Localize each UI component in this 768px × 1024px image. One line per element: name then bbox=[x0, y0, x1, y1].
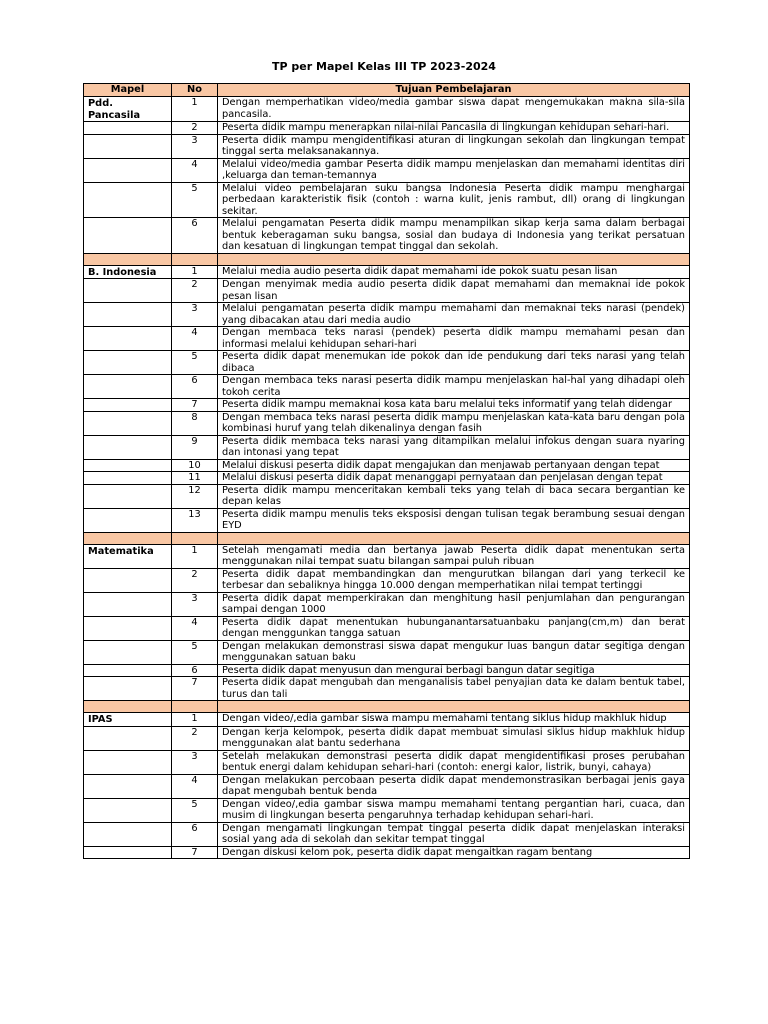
tujuan-cell: Melalui media audio peserta didik dapat memahami ide pokok suatu pesan lisan bbox=[218, 265, 690, 279]
tujuan-cell: Melalui diskusi peserta didik dapat mengajukan dan menjawab pertanyaan dengan tepat bbox=[218, 459, 690, 472]
table-row bbox=[84, 544, 690, 568]
header-mapel: Mapel bbox=[84, 84, 172, 97]
table-row bbox=[84, 640, 690, 664]
table-header-row bbox=[84, 84, 690, 97]
no-cell: 7 bbox=[172, 846, 218, 859]
tujuan-cell: Peserta didik mampu menulis teks eksposisi dengan tulisan tegak berambung sesuai dengan EYD bbox=[218, 508, 690, 532]
no-cell: 5 bbox=[172, 798, 218, 822]
document-title: TP per Mapel Kelas III TP 2023-2024 bbox=[272, 60, 496, 73]
no-cell: 2 bbox=[172, 279, 218, 303]
no-cell: 4 bbox=[172, 327, 218, 351]
tujuan-cell: Dengan memperhatikan video/media gambar siswa dapat mengemukakan makna sila-sila pancasila. bbox=[218, 97, 690, 122]
no-cell: 2 bbox=[172, 122, 218, 135]
tujuan-cell: Peserta didik dapat memperkirakan dan menghitung hasil penjumlahan dan pengurangan sampai dengan 1000 bbox=[218, 592, 690, 616]
mapel-cell bbox=[84, 351, 172, 375]
no-cell: 6 bbox=[172, 664, 218, 677]
no-cell: 4 bbox=[172, 774, 218, 798]
mapel-cell bbox=[84, 568, 172, 592]
no-cell: 8 bbox=[172, 411, 218, 435]
tujuan-cell: Melalui pengamatan Peserta didik mampu menampilkan sikap kerja sama dalam berbagai bentuk keberagaman suku bangsa, sosial dan budaya di Indonesia yang terikat persatuan dan kesatuan di lingkungan tempat tinggal dan sekolah. bbox=[218, 218, 690, 254]
table-row bbox=[84, 182, 690, 218]
mapel-cell bbox=[84, 303, 172, 327]
tp-table bbox=[83, 83, 690, 859]
tujuan-cell: Peserta didik mampu mengidentifikasi aturan di lingkungan sekolah dan lingkungan tempat tinggal serta melaksanakannya. bbox=[218, 134, 690, 158]
no-cell: 6 bbox=[172, 375, 218, 399]
mapel-cell bbox=[84, 158, 172, 182]
table-row bbox=[84, 798, 690, 822]
mapel-cell bbox=[84, 218, 172, 254]
tujuan-cell: Melalui video/media gambar Peserta didik mampu menjelaskan dan memahami identitas diri ,keluarga dan teman-temannya bbox=[218, 158, 690, 182]
table-row bbox=[84, 375, 690, 399]
no-cell: 6 bbox=[172, 822, 218, 846]
no-cell: 5 bbox=[172, 640, 218, 664]
no-cell: 3 bbox=[172, 134, 218, 158]
mapel-cell bbox=[84, 664, 172, 677]
tujuan-cell: Setelah melakukan demonstrasi peserta didik dapat mengidentifikasi proses perubahan bentuk energi dalam kehidupan sehari-hari (contoh: energi kalor, listrik, bunyi, cahaya) bbox=[218, 750, 690, 774]
table-row bbox=[84, 399, 690, 412]
tujuan-cell: Dengan membaca teks narasi peserta didik mampu menjelaskan kata-kata baru dengan pola kombinasi huruf yang telah dikenalinya dengan fasih bbox=[218, 411, 690, 435]
mapel-cell bbox=[84, 592, 172, 616]
separator-cell bbox=[218, 253, 690, 265]
table-row bbox=[84, 97, 690, 122]
separator-cell bbox=[218, 532, 690, 544]
no-cell: 1 bbox=[172, 544, 218, 568]
mapel-cell: Matematika bbox=[84, 544, 172, 568]
table-row bbox=[84, 351, 690, 375]
no-cell: 6 bbox=[172, 218, 218, 254]
mapel-cell bbox=[84, 798, 172, 822]
table-row bbox=[84, 484, 690, 508]
table-row bbox=[84, 459, 690, 472]
table-row bbox=[84, 158, 690, 182]
table-row bbox=[84, 568, 690, 592]
no-cell: 3 bbox=[172, 303, 218, 327]
mapel-cell bbox=[84, 375, 172, 399]
no-cell: 10 bbox=[172, 459, 218, 472]
tujuan-cell: Dengan mengamati lingkungan tempat tinggal peserta didik dapat menjelaskan interaksi sosial yang ada di sekolah dan sekitar tempat tinggal bbox=[218, 822, 690, 846]
tujuan-cell: Peserta didik membaca teks narasi yang ditampilkan melalui infokus dengan suara nyaring dan intonasi yang tepat bbox=[218, 435, 690, 459]
table-row bbox=[84, 435, 690, 459]
mapel-cell bbox=[84, 726, 172, 750]
tujuan-cell: Setelah mengamati media dan bertanya jawab Peserta didik dapat menentukan serta menggunakan nilai tempat suatu bilangan sampai puluh ribuan bbox=[218, 544, 690, 568]
mapel-cell bbox=[84, 508, 172, 532]
mapel-cell bbox=[84, 279, 172, 303]
table-row bbox=[84, 303, 690, 327]
table-row bbox=[84, 134, 690, 158]
mapel-cell bbox=[84, 846, 172, 859]
tujuan-cell: Peserta didik mampu menerapkan nilai-nilai Pancasila di lingkungan kehidupan sehari-hari. bbox=[218, 122, 690, 135]
mapel-cell bbox=[84, 774, 172, 798]
table-row bbox=[84, 726, 690, 750]
mapel-cell bbox=[84, 134, 172, 158]
header-no: No bbox=[172, 84, 218, 97]
separator-cell bbox=[172, 253, 218, 265]
section-separator-row bbox=[84, 253, 690, 265]
tujuan-cell: Peserta didik dapat menyusun dan mengurai berbagi bangun datar segitiga bbox=[218, 664, 690, 677]
table-row bbox=[84, 592, 690, 616]
tujuan-cell: Dengan diskusi kelom pok, peserta didik dapat mengaitkan ragam bentang bbox=[218, 846, 690, 859]
no-cell: 4 bbox=[172, 158, 218, 182]
table-row bbox=[84, 265, 690, 279]
no-cell: 2 bbox=[172, 568, 218, 592]
table-row bbox=[84, 677, 690, 701]
separator-cell bbox=[172, 701, 218, 713]
separator-cell bbox=[172, 532, 218, 544]
table-row bbox=[84, 122, 690, 135]
no-cell: 1 bbox=[172, 97, 218, 122]
table-row bbox=[84, 750, 690, 774]
no-cell: 2 bbox=[172, 726, 218, 750]
mapel-cell bbox=[84, 411, 172, 435]
section-separator-row bbox=[84, 532, 690, 544]
mapel-cell bbox=[84, 616, 172, 640]
no-cell: 1 bbox=[172, 265, 218, 279]
mapel-cell bbox=[84, 122, 172, 135]
table-row bbox=[84, 822, 690, 846]
no-cell: 12 bbox=[172, 484, 218, 508]
mapel-cell bbox=[84, 399, 172, 412]
tujuan-cell: Dengan melakukan percobaan peserta didik dapat mendemonstrasikan berbagai jenis gaya dapat mengubah bentuk benda bbox=[218, 774, 690, 798]
table-body bbox=[84, 97, 690, 859]
table-row bbox=[84, 327, 690, 351]
mapel-cell: IPAS bbox=[84, 713, 172, 727]
mapel-cell bbox=[84, 327, 172, 351]
mapel-cell bbox=[84, 472, 172, 485]
no-cell: 1 bbox=[172, 713, 218, 727]
table-row bbox=[84, 411, 690, 435]
mapel-cell bbox=[84, 640, 172, 664]
mapel-cell bbox=[84, 677, 172, 701]
tujuan-cell: Peserta didik mampu memaknai kosa kata baru melalui teks informatif yang telah didengar bbox=[218, 399, 690, 412]
table-row bbox=[84, 279, 690, 303]
tujuan-cell: Dengan menyimak media audio peserta didik dapat memahami dan memaknai ide pokok pesan lisan bbox=[218, 279, 690, 303]
table-row bbox=[84, 846, 690, 859]
tujuan-cell: Dengan membaca teks narasi (pendek) peserta didik mampu memahami pesan dan informasi melalui kehidupan sehari-hari bbox=[218, 327, 690, 351]
mapel-cell bbox=[84, 484, 172, 508]
table-row bbox=[84, 508, 690, 532]
tujuan-cell: Dengan membaca teks narasi peserta didik mampu menjelaskan hal-hal yang dihadapi oleh tokoh cerita bbox=[218, 375, 690, 399]
tujuan-cell: Melalui pengamatan peserta didik mampu memahami dan memaknai teks narasi (pendek) yang dibacakan atau dari media audio bbox=[218, 303, 690, 327]
separator-cell bbox=[218, 701, 690, 713]
table-row bbox=[84, 774, 690, 798]
section-separator-row bbox=[84, 701, 690, 713]
mapel-cell bbox=[84, 182, 172, 218]
tujuan-cell: Dengan video/,edia gambar siswa mampu memahami tentang siklus hidup makhluk hidup bbox=[218, 713, 690, 727]
tujuan-cell: Dengan melakukan demonstrasi siswa dapat mengukur luas bangun datar segitiga dengan menggunakan satuan baku bbox=[218, 640, 690, 664]
table-row bbox=[84, 664, 690, 677]
tujuan-cell: Peserta didik dapat mengubah dan menganalisis tabel penyajian data ke dalam bentuk tabel, turus dan tali bbox=[218, 677, 690, 701]
tujuan-cell: Dengan kerja kelompok, peserta didik dapat membuat simulasi siklus hidup makhluk hidup menggunakan alat bantu sederhana bbox=[218, 726, 690, 750]
no-cell: 3 bbox=[172, 750, 218, 774]
separator-cell bbox=[84, 532, 172, 544]
tujuan-cell: Melalui diskusi peserta didik dapat menanggapi pernyataan dan penjelasan dengan tepat bbox=[218, 472, 690, 485]
no-cell: 5 bbox=[172, 351, 218, 375]
table-row bbox=[84, 218, 690, 254]
table-row bbox=[84, 472, 690, 485]
mapel-cell bbox=[84, 459, 172, 472]
tujuan-cell: Dengan video/,edia gambar siswa mampu memahami tentang pergantian hari, cuaca, dan musim di lingkungan beserta pengaruhnya terhadap kehidupan sehari-hari. bbox=[218, 798, 690, 822]
table-row bbox=[84, 713, 690, 727]
tujuan-cell: Melalui video pembelajaran suku bangsa Indonesia Peserta didik mampu menghargai perbedaan karakteristik fisik (contoh : warna kulit, jenis rambut, dll) orang di lingkungan sekitar. bbox=[218, 182, 690, 218]
no-cell: 5 bbox=[172, 182, 218, 218]
no-cell: 3 bbox=[172, 592, 218, 616]
mapel-cell: B. Indonesia bbox=[84, 265, 172, 279]
tujuan-cell: Peserta didik dapat menentukan hubunganantarsatuanbaku panjang(cm,m) dan berat dengan menggunkan tangga satuan bbox=[218, 616, 690, 640]
no-cell: 7 bbox=[172, 399, 218, 412]
no-cell: 7 bbox=[172, 677, 218, 701]
tujuan-cell: Peserta didik dapat menemukan ide pokok dan ide pendukung dari teks narasi yang telah dibaca bbox=[218, 351, 690, 375]
no-cell: 4 bbox=[172, 616, 218, 640]
separator-cell bbox=[84, 253, 172, 265]
no-cell: 9 bbox=[172, 435, 218, 459]
mapel-cell bbox=[84, 435, 172, 459]
mapel-cell bbox=[84, 750, 172, 774]
table-row bbox=[84, 616, 690, 640]
mapel-cell bbox=[84, 822, 172, 846]
no-cell: 13 bbox=[172, 508, 218, 532]
separator-cell bbox=[84, 701, 172, 713]
mapel-cell: Pdd. Pancasila bbox=[84, 97, 172, 122]
no-cell: 11 bbox=[172, 472, 218, 485]
tujuan-cell: Peserta didik mampu menceritakan kembali teks yang telah di baca secara bergantian ke depan kelas bbox=[218, 484, 690, 508]
tujuan-cell: Peserta didik dapat membandingkan dan mengurutkan bilangan dari yang terkecil ke terbesar dan sebaliknya hingga 10.000 dengan memperhatikan nilai tempat tertinggi bbox=[218, 568, 690, 592]
header-tujuan: Tujuan Pembelajaran bbox=[218, 84, 690, 97]
